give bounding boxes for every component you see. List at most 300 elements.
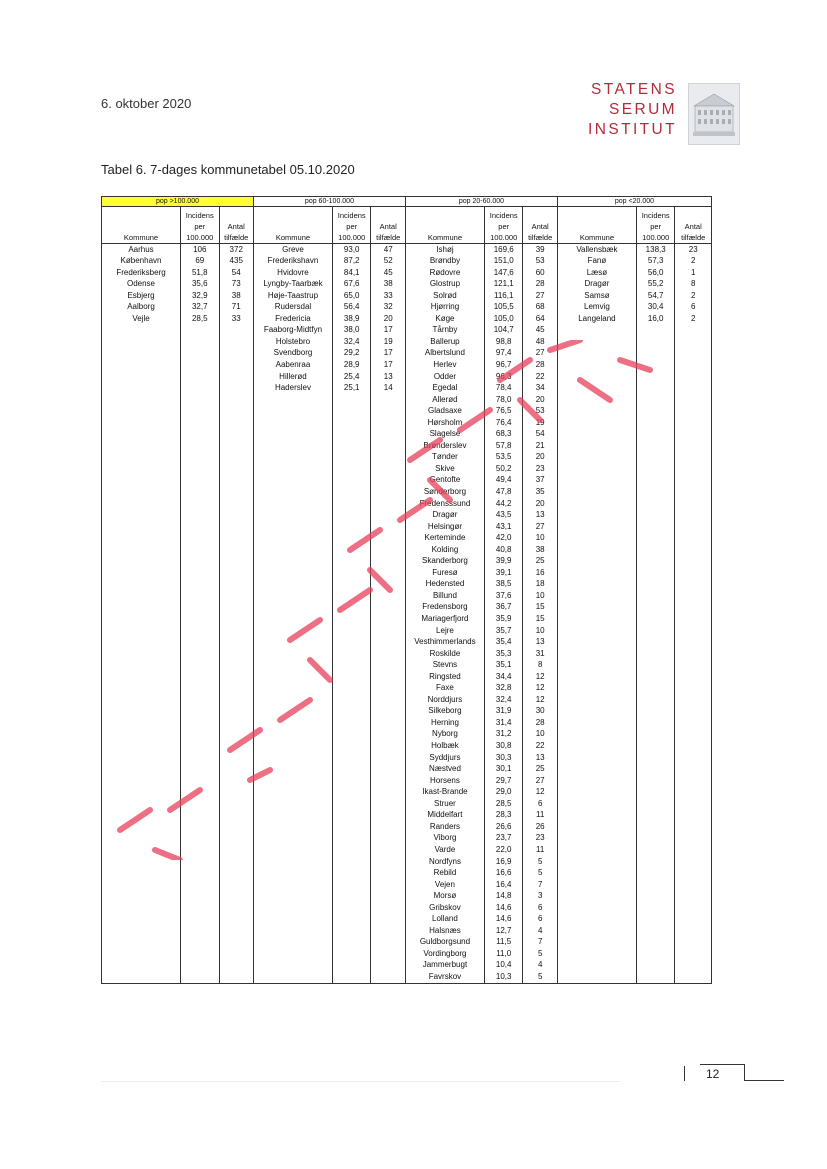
table-row xyxy=(102,475,712,487)
kommune-cell xyxy=(253,706,332,718)
antal-cell: 39 xyxy=(523,244,557,256)
incidens-cell xyxy=(636,717,675,729)
col-antal: Antal tilfælde xyxy=(675,207,712,244)
incidens-cell xyxy=(332,925,371,937)
incidens-cell xyxy=(332,521,371,533)
antal-cell xyxy=(219,440,253,452)
antal-cell xyxy=(675,937,712,949)
incidens-cell xyxy=(636,579,675,591)
incidens-cell xyxy=(636,787,675,799)
kommune-cell: Frederikshavn xyxy=(253,256,332,268)
kommune-cell xyxy=(253,833,332,845)
incidens-cell: 65,0 xyxy=(332,290,371,302)
kommune-cell: Fredericia xyxy=(253,313,332,325)
incidens-cell xyxy=(181,891,220,903)
incidens-cell xyxy=(332,960,371,972)
incidens-cell xyxy=(181,948,220,960)
antal-cell xyxy=(219,706,253,718)
antal-cell xyxy=(371,844,405,856)
incidens-cell xyxy=(636,602,675,614)
incidens-cell: 30,4 xyxy=(636,302,675,314)
antal-cell xyxy=(219,971,253,983)
incidens-cell xyxy=(181,856,220,868)
antal-cell: 16 xyxy=(523,567,557,579)
antal-cell xyxy=(219,544,253,556)
kommune-cell: Slagelse xyxy=(405,429,484,441)
incidens-cell xyxy=(181,625,220,637)
kommune-cell xyxy=(253,452,332,464)
kommune-cell xyxy=(102,868,181,880)
antal-cell xyxy=(371,868,405,880)
kommune-cell xyxy=(253,602,332,614)
kommune-cell: Vallensbæk xyxy=(557,244,636,256)
kommune-cell xyxy=(557,498,636,510)
antal-cell xyxy=(675,844,712,856)
table-row xyxy=(102,879,712,891)
kommune-cell: Kerteminde xyxy=(405,533,484,545)
table-row xyxy=(102,556,712,568)
kommune-cell: Norddjurs xyxy=(405,694,484,706)
antal-cell xyxy=(675,614,712,626)
incidens-cell: 35,7 xyxy=(484,625,523,637)
kommune-cell xyxy=(102,463,181,475)
table-row xyxy=(102,521,712,533)
antal-cell xyxy=(371,856,405,868)
kommune-cell xyxy=(102,833,181,845)
antal-cell xyxy=(219,764,253,776)
incidens-cell: 67,6 xyxy=(332,279,371,291)
incidens-cell xyxy=(332,717,371,729)
table-row xyxy=(102,290,712,302)
antal-cell xyxy=(219,833,253,845)
incidens-cell: 116,1 xyxy=(484,290,523,302)
table-row xyxy=(102,891,712,903)
incidens-cell xyxy=(636,764,675,776)
antal-cell xyxy=(675,833,712,845)
antal-cell xyxy=(675,625,712,637)
antal-cell xyxy=(675,406,712,418)
antal-cell: 28 xyxy=(523,359,557,371)
incidens-cell xyxy=(636,325,675,337)
incidens-cell xyxy=(636,821,675,833)
incidens-cell xyxy=(332,452,371,464)
kommune-cell xyxy=(102,452,181,464)
antal-cell: 64 xyxy=(523,313,557,325)
antal-cell xyxy=(219,359,253,371)
kommune-cell: Greve xyxy=(253,244,332,256)
kommune-cell: Rebild xyxy=(405,868,484,880)
incidens-cell: 105,0 xyxy=(484,313,523,325)
antal-cell: 30 xyxy=(523,706,557,718)
antal-cell xyxy=(219,960,253,972)
incidens-cell: 35,9 xyxy=(484,614,523,626)
kommune-cell: Vejen xyxy=(405,879,484,891)
antal-cell: 27 xyxy=(523,521,557,533)
antal-cell xyxy=(371,440,405,452)
incidens-cell: 26,6 xyxy=(484,821,523,833)
table-row xyxy=(102,336,712,348)
kommune-cell xyxy=(253,394,332,406)
antal-cell xyxy=(675,868,712,880)
kommune-cell xyxy=(253,879,332,891)
antal-cell: 21 xyxy=(523,440,557,452)
table-row xyxy=(102,671,712,683)
antal-cell xyxy=(219,937,253,949)
antal-cell xyxy=(219,694,253,706)
kommune-cell xyxy=(557,602,636,614)
table-row xyxy=(102,452,712,464)
antal-cell: 23 xyxy=(523,833,557,845)
incidens-cell xyxy=(181,463,220,475)
kommune-cell: Herlev xyxy=(405,359,484,371)
antal-cell: 38 xyxy=(523,544,557,556)
table-row xyxy=(102,567,712,579)
kommune-cell xyxy=(102,717,181,729)
kommune-cell: Lyngby-Taarbæk xyxy=(253,279,332,291)
incidens-cell: 35,1 xyxy=(484,660,523,672)
kommune-cell xyxy=(557,440,636,452)
incidens-cell: 31,4 xyxy=(484,717,523,729)
incidens-cell: 29,7 xyxy=(484,775,523,787)
incidens-cell xyxy=(636,868,675,880)
kommune-cell: Gentofte xyxy=(405,475,484,487)
antal-cell: 4 xyxy=(523,960,557,972)
kommune-cell: Næstved xyxy=(405,764,484,776)
incidens-cell xyxy=(181,614,220,626)
kommune-cell xyxy=(253,556,332,568)
incidens-cell: 55,2 xyxy=(636,279,675,291)
incidens-cell xyxy=(332,625,371,637)
incidens-cell xyxy=(636,544,675,556)
antal-cell: 5 xyxy=(523,971,557,983)
kommune-cell: Læsø xyxy=(557,267,636,279)
incidens-cell xyxy=(181,348,220,360)
col-antal: Antal tilfælde xyxy=(219,207,253,244)
kommune-cell xyxy=(253,856,332,868)
antal-cell xyxy=(371,798,405,810)
page-number-underline xyxy=(744,1080,784,1081)
antal-cell xyxy=(675,590,712,602)
kommune-cell xyxy=(253,498,332,510)
kommune-cell xyxy=(253,406,332,418)
table-row xyxy=(102,902,712,914)
antal-cell xyxy=(675,648,712,660)
antal-cell: 3 xyxy=(523,891,557,903)
antal-cell xyxy=(675,729,712,741)
col-incidens: Incidens per 100.000 xyxy=(332,207,371,244)
antal-cell: 33 xyxy=(371,290,405,302)
antal-cell xyxy=(219,891,253,903)
table-row xyxy=(102,637,712,649)
antal-cell xyxy=(219,579,253,591)
kommune-cell xyxy=(557,925,636,937)
incidens-cell xyxy=(636,683,675,695)
kommune-cell xyxy=(557,625,636,637)
incidens-cell xyxy=(181,648,220,660)
antal-cell xyxy=(371,971,405,983)
kommune-cell xyxy=(102,671,181,683)
kommune-cell: Fanø xyxy=(557,256,636,268)
incidens-cell: 28,5 xyxy=(484,798,523,810)
kommune-cell: Gribskov xyxy=(405,902,484,914)
kommune-cell xyxy=(253,960,332,972)
logo-line-3: INSTITUT xyxy=(588,121,677,138)
kommune-cell xyxy=(253,764,332,776)
antal-cell xyxy=(219,683,253,695)
kommune-cell xyxy=(102,383,181,395)
kommune-cell: Glostrup xyxy=(405,279,484,291)
antal-cell xyxy=(219,371,253,383)
table-row xyxy=(102,510,712,522)
incidens-cell: 121,1 xyxy=(484,279,523,291)
antal-cell xyxy=(371,879,405,891)
kommune-cell xyxy=(102,359,181,371)
table-row xyxy=(102,971,712,983)
municipality-table xyxy=(101,196,712,984)
kommune-cell: Rødovre xyxy=(405,267,484,279)
table-row xyxy=(102,694,712,706)
incidens-cell xyxy=(636,891,675,903)
incidens-cell xyxy=(181,683,220,695)
kommune-cell xyxy=(253,463,332,475)
kommune-cell xyxy=(253,429,332,441)
antal-cell xyxy=(675,394,712,406)
group-header-3: pop 20-60.000 xyxy=(405,197,557,207)
incidens-cell xyxy=(332,694,371,706)
antal-cell: 6 xyxy=(523,902,557,914)
incidens-cell xyxy=(332,798,371,810)
antal-cell: 22 xyxy=(523,371,557,383)
incidens-cell: 54,7 xyxy=(636,290,675,302)
col-incidens: Incidens per 100.000 xyxy=(484,207,523,244)
incidens-cell xyxy=(636,798,675,810)
kommune-cell: Morsø xyxy=(405,891,484,903)
incidens-cell: 11,5 xyxy=(484,937,523,949)
kommune-cell xyxy=(102,879,181,891)
incidens-cell xyxy=(332,498,371,510)
kommune-cell: Sønderborg xyxy=(405,486,484,498)
kommune-cell xyxy=(557,475,636,487)
kommune-cell xyxy=(102,775,181,787)
incidens-cell: 12,7 xyxy=(484,925,523,937)
antal-cell xyxy=(371,787,405,799)
incidens-cell: 106 xyxy=(181,244,220,256)
kommune-cell xyxy=(557,914,636,926)
incidens-cell: 105,5 xyxy=(484,302,523,314)
antal-cell: 17 xyxy=(371,325,405,337)
incidens-cell: 43,5 xyxy=(484,510,523,522)
incidens-cell xyxy=(181,752,220,764)
antal-cell: 6 xyxy=(675,302,712,314)
incidens-cell xyxy=(636,371,675,383)
antal-cell xyxy=(219,925,253,937)
table-row xyxy=(102,764,712,776)
antal-cell xyxy=(219,914,253,926)
incidens-cell xyxy=(332,729,371,741)
incidens-cell: 87,2 xyxy=(332,256,371,268)
incidens-cell: 32,9 xyxy=(181,290,220,302)
antal-cell: 13 xyxy=(523,510,557,522)
kommune-cell xyxy=(102,498,181,510)
incidens-cell: 38,5 xyxy=(484,579,523,591)
antal-cell xyxy=(219,614,253,626)
antal-cell: 32 xyxy=(371,302,405,314)
table-row xyxy=(102,590,712,602)
incidens-cell xyxy=(332,914,371,926)
kommune-cell xyxy=(557,406,636,418)
antal-cell xyxy=(219,348,253,360)
incidens-cell xyxy=(181,937,220,949)
col-antal: Antal tilfælde xyxy=(523,207,557,244)
kommune-cell xyxy=(102,510,181,522)
incidens-cell: 44,2 xyxy=(484,498,523,510)
antal-cell: 13 xyxy=(371,371,405,383)
kommune-cell: Egedal xyxy=(405,383,484,395)
antal-cell xyxy=(675,879,712,891)
incidens-cell xyxy=(181,637,220,649)
antal-cell xyxy=(219,336,253,348)
antal-cell xyxy=(219,325,253,337)
antal-cell xyxy=(219,856,253,868)
kommune-cell xyxy=(557,821,636,833)
antal-cell xyxy=(219,868,253,880)
kommune-cell xyxy=(253,937,332,949)
kommune-cell xyxy=(557,775,636,787)
kommune-cell xyxy=(253,475,332,487)
antal-cell: 31 xyxy=(523,648,557,660)
antal-cell xyxy=(675,971,712,983)
antal-cell xyxy=(675,960,712,972)
incidens-cell xyxy=(181,406,220,418)
kommune-cell xyxy=(253,868,332,880)
antal-cell xyxy=(675,510,712,522)
kommune-cell: Hvidovre xyxy=(253,267,332,279)
antal-cell xyxy=(675,429,712,441)
table-row xyxy=(102,359,712,371)
incidens-cell xyxy=(636,960,675,972)
antal-cell: 53 xyxy=(523,406,557,418)
antal-cell xyxy=(675,775,712,787)
kommune-cell: Halsnæs xyxy=(405,925,484,937)
antal-cell xyxy=(675,336,712,348)
antal-cell xyxy=(675,752,712,764)
incidens-cell xyxy=(332,844,371,856)
kommune-cell: Vordingborg xyxy=(405,948,484,960)
kommune-cell: Hillerød xyxy=(253,371,332,383)
antal-cell: 71 xyxy=(219,302,253,314)
col-incidens: Incidens per 100.000 xyxy=(181,207,220,244)
kommune-cell xyxy=(102,648,181,660)
incidens-cell xyxy=(636,706,675,718)
incidens-cell xyxy=(332,683,371,695)
antal-cell xyxy=(371,602,405,614)
incidens-cell: 38,0 xyxy=(332,325,371,337)
kommune-cell xyxy=(557,683,636,695)
kommune-cell xyxy=(557,336,636,348)
kommune-cell xyxy=(102,706,181,718)
incidens-cell xyxy=(332,579,371,591)
incidens-cell xyxy=(636,937,675,949)
kommune-cell: Brønderslev xyxy=(405,440,484,452)
kommune-cell xyxy=(253,590,332,602)
antal-cell xyxy=(219,590,253,602)
kommune-cell xyxy=(557,833,636,845)
incidens-cell: 42,0 xyxy=(484,533,523,545)
incidens-cell xyxy=(636,359,675,371)
table-row xyxy=(102,914,712,926)
incidens-cell xyxy=(181,706,220,718)
kommune-cell xyxy=(557,452,636,464)
kommune-cell: Middelfart xyxy=(405,810,484,822)
incidens-cell: 39,9 xyxy=(484,556,523,568)
incidens-cell xyxy=(181,475,220,487)
incidens-cell xyxy=(181,394,220,406)
antal-cell xyxy=(219,775,253,787)
incidens-cell xyxy=(181,590,220,602)
table-row xyxy=(102,486,712,498)
kommune-cell: Skive xyxy=(405,463,484,475)
incidens-cell: 56,4 xyxy=(332,302,371,314)
kommune-cell xyxy=(253,914,332,926)
antal-cell xyxy=(219,625,253,637)
table-row xyxy=(102,244,712,256)
kommune-cell: Odense xyxy=(102,279,181,291)
kommune-cell xyxy=(102,798,181,810)
incidens-cell: 14,6 xyxy=(484,914,523,926)
incidens-cell xyxy=(636,741,675,753)
incidens-cell: 76,5 xyxy=(484,406,523,418)
antal-cell xyxy=(219,637,253,649)
antal-cell: 8 xyxy=(675,279,712,291)
incidens-cell: 57,3 xyxy=(636,256,675,268)
incidens-cell xyxy=(332,833,371,845)
kommune-cell: Syddjurs xyxy=(405,752,484,764)
incidens-cell: 96,3 xyxy=(484,371,523,383)
antal-cell xyxy=(219,671,253,683)
kommune-cell xyxy=(102,925,181,937)
kommune-cell xyxy=(557,359,636,371)
antal-cell xyxy=(219,510,253,522)
antal-cell: 34 xyxy=(523,383,557,395)
incidens-cell xyxy=(636,775,675,787)
antal-cell xyxy=(371,948,405,960)
kommune-cell: Gladsaxe xyxy=(405,406,484,418)
table-row xyxy=(102,821,712,833)
kommune-cell: Nyborg xyxy=(405,729,484,741)
incidens-cell xyxy=(332,590,371,602)
kommune-cell xyxy=(253,729,332,741)
antal-cell xyxy=(219,717,253,729)
incidens-cell xyxy=(332,486,371,498)
antal-cell: 10 xyxy=(523,533,557,545)
incidens-cell: 51,8 xyxy=(181,267,220,279)
kommune-cell xyxy=(557,637,636,649)
incidens-cell xyxy=(636,510,675,522)
kommune-cell xyxy=(102,406,181,418)
kommune-cell xyxy=(557,590,636,602)
antal-cell xyxy=(675,741,712,753)
kommune-cell xyxy=(102,752,181,764)
incidens-cell xyxy=(181,336,220,348)
incidens-cell: 16,4 xyxy=(484,879,523,891)
col-incidens: Incidens per 100.000 xyxy=(636,207,675,244)
kommune-cell: Kolding xyxy=(405,544,484,556)
kommune-cell: Herning xyxy=(405,717,484,729)
antal-cell: 2 xyxy=(675,313,712,325)
kommune-cell xyxy=(557,856,636,868)
footer-line xyxy=(101,1081,621,1082)
kommune-cell xyxy=(253,902,332,914)
